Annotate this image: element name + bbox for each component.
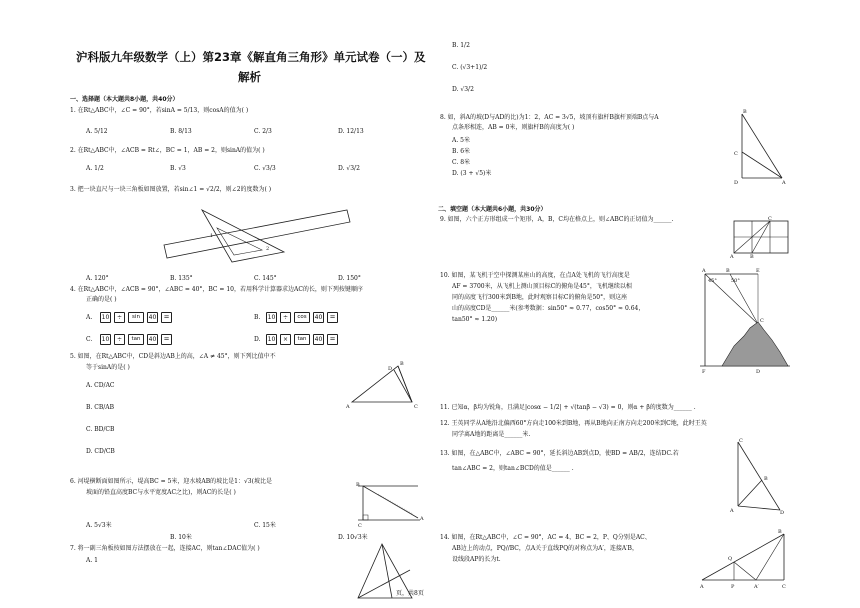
- q4-key-sequence-b: [266, 312, 338, 323]
- key: tan: [128, 334, 144, 345]
- q9-grid-figure: [732, 218, 792, 258]
- q3-ruler-triangle-figure: [162, 200, 352, 265]
- key: 40: [314, 314, 323, 321]
- q5-option-d: D. CD/CB: [86, 448, 115, 455]
- q4-option-a-label: A.: [86, 314, 93, 321]
- q5-triangle-figure: [348, 360, 428, 410]
- key: ÷: [114, 334, 125, 345]
- q14-line3: 设线段AP的长为t.: [452, 556, 501, 563]
- q8-option-a: A. 5米: [452, 137, 470, 144]
- q4-option-d-label: D.: [254, 336, 261, 343]
- q11-stem: 11. 已知α，β均为锐角，且满足|cosα − 1/2| + √(tanβ − √3) = 0，则α + β的度数为______ .: [440, 404, 696, 411]
- key: 40: [314, 336, 323, 343]
- q5-label-a: A: [346, 404, 350, 410]
- key: ÷: [114, 312, 125, 323]
- q13-triangle-figure: [728, 436, 788, 516]
- q6-option-b: B. 10米: [170, 534, 192, 541]
- q13-label-b: B: [764, 476, 768, 482]
- q4-stem-line2: 正确的是( ): [86, 296, 117, 303]
- key: 40: [148, 336, 157, 343]
- q8-label-b: B: [743, 109, 747, 115]
- key: =: [161, 312, 172, 323]
- q3-option-c: C. 145°: [254, 275, 277, 282]
- key: =: [327, 334, 338, 345]
- q7-option-b: B. 1/2: [452, 42, 470, 49]
- key: 10: [267, 336, 276, 343]
- key: tan: [294, 334, 310, 345]
- q10-angle-50: 50°: [731, 278, 740, 284]
- q1-option-a: A. 5/12: [86, 128, 108, 135]
- exam-title-line2: 解析: [238, 70, 261, 84]
- q5-option-c: C. BD/CB: [86, 426, 115, 433]
- section-fill-heading: 二、填空题（本大题共6小题，共30分）: [438, 206, 547, 213]
- q3-option-a: A. 120°: [86, 275, 109, 282]
- q14-triangle-figure: [698, 526, 790, 596]
- q5-option-b: B. CB/AB: [86, 404, 114, 411]
- q3-option-d: D. 150°: [338, 275, 361, 282]
- q10-label-f: F: [702, 369, 706, 375]
- q9-stem: 9. 如图，六个正方形组成一个矩形，A，B，C均在格点上，则∠ABC的正切值为______.: [440, 216, 674, 223]
- key: 10: [267, 314, 276, 321]
- q8-flagpole-figure: [736, 108, 786, 184]
- q8-option-c: C. 8米: [452, 159, 471, 166]
- page-footer: 页，共8页: [396, 590, 424, 597]
- q9-label-b: B: [750, 254, 754, 260]
- q6-option-d: D. 10√3米: [338, 534, 368, 541]
- q10-line1: 10. 如图，某飞机于空中探测某座山的高度，在点A处飞机的飞行高度是: [440, 272, 630, 279]
- q1-option-c: C. 2/3: [254, 128, 272, 135]
- q7-option-c: C. (√3+1)/2: [452, 64, 488, 71]
- key: 10: [101, 314, 110, 321]
- q8-option-b: B. 6米: [452, 148, 471, 155]
- q14-label-p: P: [731, 584, 735, 590]
- q3-option-b: B. 135°: [170, 275, 193, 282]
- q8-stem-line2: 点条形相连，AB = 0米，则旗杆B的高度为( ): [452, 124, 575, 131]
- q6-option-c: C. 15米: [254, 522, 276, 529]
- q10-label-b: B: [726, 268, 730, 274]
- q5-label-d: D: [388, 366, 393, 372]
- q8-option-d: D. (3 + √5)米: [452, 170, 492, 177]
- q6-riverbank-figure: [358, 480, 428, 528]
- q14-label-q: Q: [728, 556, 733, 562]
- exam-title-line1: 沪科版九年级数学（上）第23章《解直角三角形》单元试卷（一）及: [76, 50, 426, 64]
- q4-stem-line1: 4. 在Rt△ABC中，∠ACB = 90°，∠ABC = 40°，BC = 10，若用科学计算器求边AC的长，则下列按键顺序: [70, 286, 363, 293]
- q1-option-b: B. 8/13: [170, 128, 192, 135]
- q4-key-sequence-d: [266, 334, 338, 345]
- q3-angle2-label: 2: [266, 246, 270, 252]
- q5-stem-line2: 等于sinA的是( ): [86, 364, 130, 371]
- q6-label-a: A: [420, 516, 424, 522]
- q13-label-d: D: [780, 510, 785, 516]
- q2-stem: 2. 在Rt△ABC中，∠ACB = Rt∠，BC = 1，AB = 2，则sinA的值为( ): [70, 147, 265, 154]
- q10-label-e: E: [756, 268, 760, 274]
- q14-label-b: B: [778, 529, 782, 535]
- section-choice-heading: 一、选择题（本大题共8小题，共40分）: [70, 96, 179, 103]
- q10-line3: 同的高度飞行300米到B地，此时观察目标C的俯角是50°，则这座: [452, 294, 628, 301]
- q13-label-a: A: [730, 508, 734, 514]
- q14-line1: 14. 如图，在Rt△ABC中，∠C = 90°，AC = 4，BC = 2，P、Q分别是AC、: [440, 534, 651, 541]
- q12-stem-line1: 12. 王英同学从A地沿北偏西60°方向走100米到B地，再从B地向正南方向走200米到C地，此时王英: [440, 420, 707, 427]
- q5-label-b: B: [400, 361, 404, 367]
- q8-label-a: A: [782, 180, 786, 186]
- key: sin: [128, 312, 144, 323]
- q2-option-a: A. 1/2: [86, 165, 104, 172]
- q10-angle-45: 45°: [708, 278, 717, 284]
- q6-label-c: C: [358, 523, 362, 529]
- q5-option-a: A. CD/AC: [86, 382, 115, 389]
- q14-label-c: C: [782, 584, 786, 590]
- q10-label-d: D: [756, 369, 761, 375]
- q13-label-c: C: [739, 438, 743, 444]
- q1-option-d: D. 12/13: [338, 128, 364, 135]
- q7-option-a: A. 1: [86, 557, 98, 564]
- q9-label-c: C: [768, 216, 772, 222]
- q4-option-c-label: C.: [86, 336, 93, 343]
- q13-stem-line2: tan∠ABC = 2，则tan∠BCD的值是______ .: [452, 465, 574, 472]
- key: =: [161, 334, 172, 345]
- q10-label-a: A: [702, 268, 706, 274]
- q4-key-sequence-a: [100, 312, 172, 323]
- q13-stem-line1: 13. 如图，在△ABC中，∠ABC = 90°，延长斜边AB到点D，使BD = AB/2，连结DC.若: [440, 450, 679, 457]
- q10-line5: tan50° ≈ 1.20): [452, 316, 498, 323]
- key: ×: [280, 334, 291, 345]
- q2-option-c: C. √3/3: [254, 165, 276, 172]
- q8-label-c: C: [734, 151, 738, 157]
- q6-label-b: B: [356, 482, 360, 488]
- q10-line2: AF = 3700米，从飞机上测山顶目标C的俯角是45°，飞机继续以相: [452, 283, 632, 290]
- q5-stem-line1: 5. 如图，在Rt△ABC中，CD是斜边AB上的高，∠A ≠ 45°，则下列比值中不: [70, 353, 276, 360]
- q1-stem: 1. 在Rt△ABC中，∠C = 90°，若sinA = 5/13，则cosA的值为( ): [70, 107, 249, 114]
- q8-label-d: D: [734, 180, 739, 186]
- q14-line2: AB边上的动点，PQ//BC，点A关于直线PQ的对称点为A′，连接A′B，: [452, 545, 638, 552]
- q5-label-c: C: [414, 404, 418, 410]
- q10-mountain-figure: [700, 266, 790, 376]
- q7-option-d: D. √3/2: [452, 86, 474, 93]
- q6-stem-line1: 6. 河堤横断面如图所示，堤高BC = 5米，迎水坡AB的坡比是1：√3(坡比是: [70, 478, 272, 485]
- key: 40: [148, 314, 157, 321]
- q8-stem-line1: 8. 如，斜A的坡(D与AD的比)为1：2，AC = 3√5，坡顶有旗杆B旗杆顶端B点与A: [440, 114, 659, 121]
- q12-stem-line2: 同学离A地的距离是______米.: [452, 431, 531, 438]
- q14-label-a: A: [700, 584, 704, 590]
- key: 10: [101, 336, 110, 343]
- key: =: [327, 312, 338, 323]
- q14-label-a-prime: A′: [754, 584, 759, 590]
- q2-option-b: B. √3: [170, 165, 186, 172]
- q2-option-d: D. √3/2: [338, 165, 360, 172]
- q7-stem: 7. 将一副三角板按如图方法摆放在一起，连接AC，则tan∠DAC值为( ): [70, 545, 260, 552]
- q6-option-a: A. 5√3米: [86, 522, 112, 529]
- key: cos: [294, 312, 310, 323]
- q6-stem-line2: 坡面的铅直高度BC与水平宽度AC之比)，则AC的长是( ): [86, 489, 236, 496]
- q10-label-c: C: [760, 318, 764, 324]
- q3-angle1-label: 1: [210, 233, 214, 239]
- key: ÷: [280, 312, 291, 323]
- q4-key-sequence-c: [100, 334, 172, 345]
- q3-stem: 3. 把一块直尺与一块三角板如图放置，若sin∠1 = √2/2，则∠2的度数为( ): [70, 186, 272, 193]
- q9-label-a: A: [730, 254, 734, 260]
- q10-line4: 山的高度CD是______米(参考数据：sin50° ≈ 0.77，cos50° ≈ 0.64，: [452, 305, 645, 312]
- q4-option-b-label: B.: [254, 314, 261, 321]
